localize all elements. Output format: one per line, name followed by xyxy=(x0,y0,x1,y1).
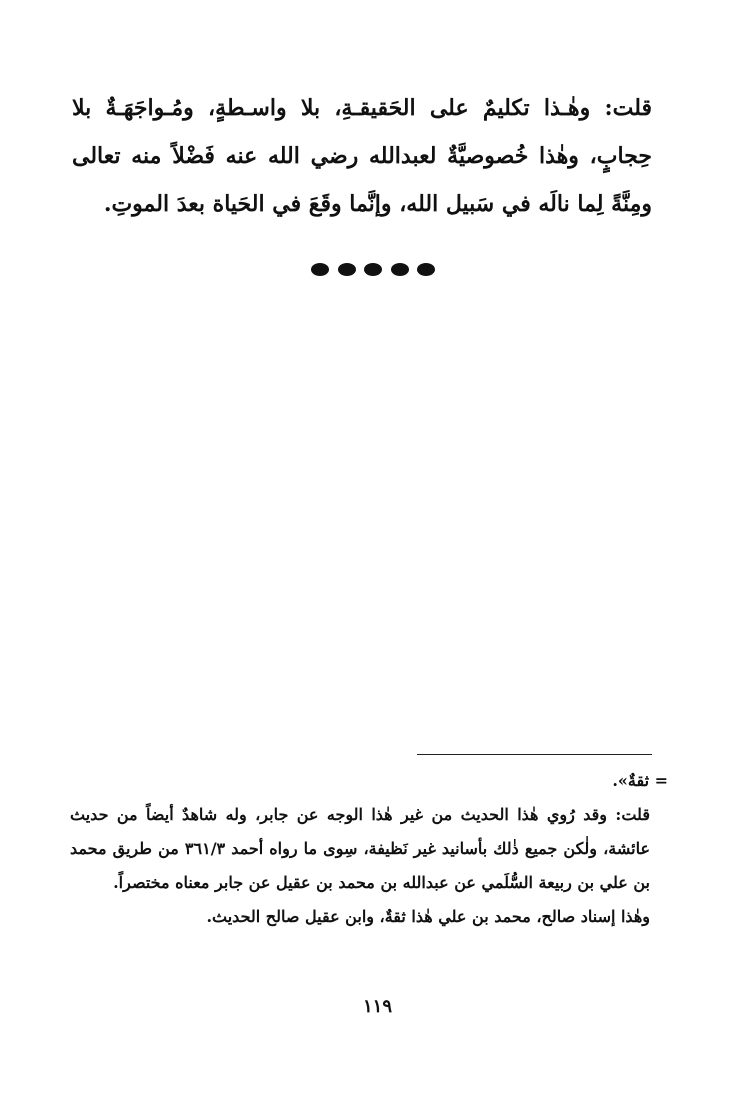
main-text-block xyxy=(72,84,652,228)
footnotes-block xyxy=(70,764,668,934)
section-divider-ornament xyxy=(311,262,435,276)
ornament-dot xyxy=(417,263,435,276)
footnote-separator-line xyxy=(417,754,652,755)
footnote-paragraph-1: قلت: وقد رُوي هٰذا الحديث من غير هٰذا الوجه عن جابر، وله شاهدٌ أيضاً من حديث عائشة، ولٰكن جميع ذٰلك بأسانيد غير نَظيفة، سِوى ما رواه أحمد ٣٦١/٣ من طريق محمد بن علي بن ربيعة السُّلَمي عن عبدالله بن محمد بن عقيل عن جابر معناه مختصراً. xyxy=(70,805,650,892)
footnote-paragraph-2: وهٰذا إسناد صالح، محمد بن علي هٰذا ثقةٌ، وابن عقيل صالح الحديث. xyxy=(206,907,650,926)
main-paragraph: قلت: وهٰـذا تكليمٌ على الحَقيقـةِ، بلا واسـطةٍ، ومُـواجَهَـةٌ بلا حِجابٍ، وهٰذا خُصوصيَّةٌ لعبدالله رضي الله عنه فَضْلاً منه تعالى ومِنَّةً لِما نالَه في سَبيل الله، وإنَّما وقَعَ في الحَياة بعدَ الموتِ. xyxy=(72,95,652,217)
footnote-continuation: = ثقةٌ». xyxy=(612,771,668,790)
page-number: ١١٩ xyxy=(362,996,392,1017)
ornament-dot xyxy=(338,263,356,276)
ornament-dot xyxy=(391,263,409,276)
ornament-dot xyxy=(311,263,329,276)
ornament-dot xyxy=(364,263,382,276)
